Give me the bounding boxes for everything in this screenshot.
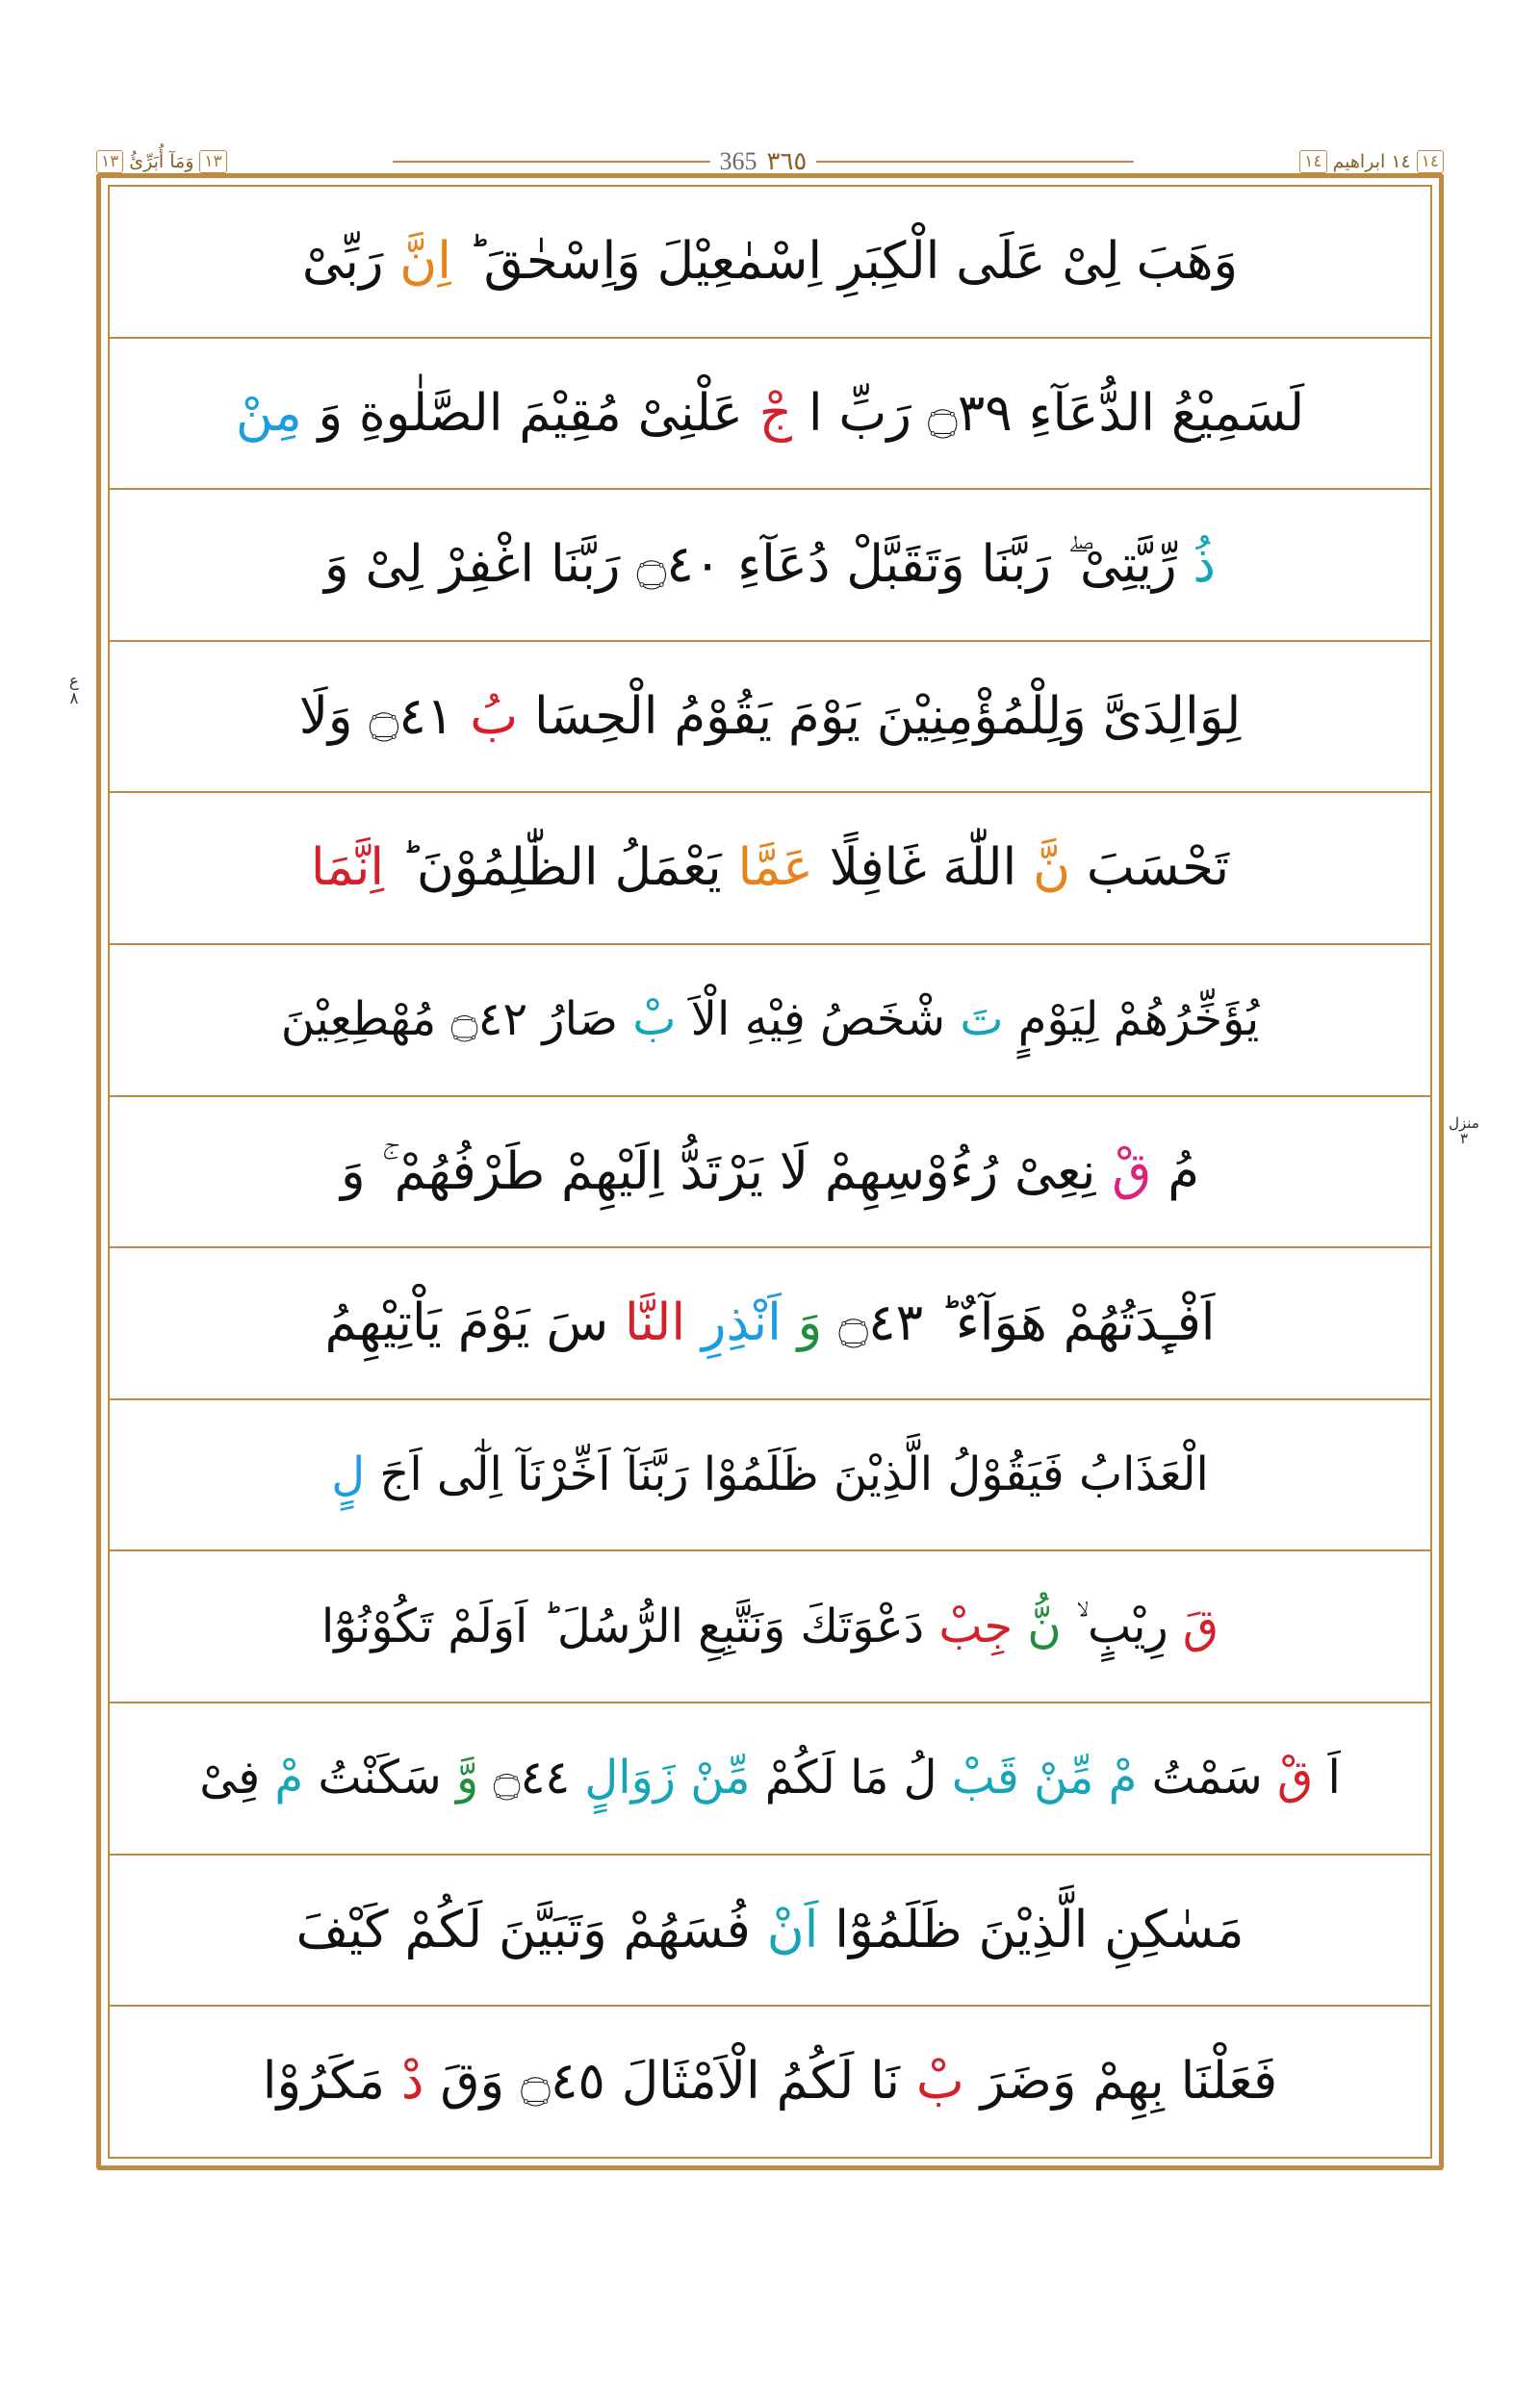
ayah-segment: وَ: [340, 1141, 366, 1201]
ayah-segment: لِوَالِدَىَّ وَلِلْمُؤْمِنِيْنَ يَوْمَ يَقُوْمُ الْحِسَا: [518, 686, 1242, 746]
ayah-segment: ۖ: [1050, 535, 1067, 595]
ayah-segment: دْ: [385, 2052, 424, 2112]
ayah-segment: اَ: [1313, 1751, 1341, 1805]
ayah-segment: ۝٤٣: [822, 1293, 924, 1353]
header-rule-left: [393, 161, 710, 163]
ayah-text: [311, 532, 1229, 598]
ayah-segment: ؕ: [527, 1599, 543, 1653]
ayah-segment: جْ: [742, 383, 792, 443]
ayah-segment: نَّ: [1016, 838, 1071, 898]
ayah-segment: قْ: [1095, 1141, 1152, 1201]
ayah-segment: يُؤَخِّرُهُمْ لِيَوْمٍ: [1003, 992, 1260, 1047]
ayah-segment: الْعَذَابُ فَيَقُوْلُ الَّذِيْنَ ظَلَمُوْا رَبَّنَآ اَخِّرْنَآ اِلٰٓى اَجَ: [365, 1447, 1209, 1501]
ayah-segment: اللّٰهَ غَافِلًا: [812, 838, 1017, 898]
header-surah-name: ١٤ ابراهيم: [1332, 151, 1411, 172]
ayah-line: [110, 1248, 1430, 1400]
ayah-segment: نَا لَكُمُ الْاَمْثَالَ: [604, 2052, 901, 2112]
ayah-line: [110, 490, 1430, 642]
ayah-text: [268, 990, 1272, 1049]
ayah-segment: وَلَا: [298, 686, 353, 746]
header-para-juz-2: ١٣: [96, 150, 123, 173]
ayah-segment: اَفْـِٕدَتُهُمْ هَوَآءٌ: [938, 1293, 1216, 1353]
ayah-segment: قَبْ: [937, 1751, 1019, 1805]
ayah-line: [110, 1400, 1430, 1552]
ayah-line: [110, 1703, 1430, 1856]
ayah-segment: مُ: [1151, 1141, 1200, 1201]
ayah-segment: دَعْوَتَكَ وَنَتَّبِعِ الرُّسُلَ: [542, 1599, 925, 1653]
ayah-segment: لُ مَا لَكُمْ: [750, 1751, 937, 1805]
ayah-segment: رَبِّىْ: [301, 231, 384, 291]
ayah-text: [297, 835, 1243, 901]
ayah-segment: بْ: [900, 2052, 964, 2112]
ayah-segment: رَبَّنَا اغْفِرْ لِىْ وَ: [324, 535, 621, 595]
ayah-text: [283, 1898, 1258, 1963]
ayah-segment: مِّنْ: [675, 1751, 751, 1805]
ayah-segment: رِيْبٍ: [1075, 1599, 1168, 1653]
ayah-segment: سَمْتُ: [1137, 1751, 1263, 1805]
ayah-segment: تَ: [945, 992, 1004, 1047]
ayah-segment: رَبَّنَا وَتَقَبَّلْ دُعَآءِ: [721, 535, 1051, 595]
ayah-segment: النَّا: [608, 1293, 686, 1353]
ayah-segment: نُّ: [1013, 1599, 1062, 1653]
ayah-segment: يَعْمَلُ الظّٰلِمُوْنَ: [399, 838, 722, 898]
ayah-segment: اِنَّمَا: [310, 838, 385, 898]
ayah-segment: ؕ: [923, 1293, 939, 1353]
ayah-line: [110, 187, 1430, 339]
ayah-line: [110, 1856, 1430, 2008]
ayah-segment: ۝٤١: [352, 686, 454, 746]
ayah-segment: لَسَمِيْعُ الدُّعَآءِ: [1012, 383, 1305, 443]
page-number-latin: 365: [719, 147, 757, 175]
ayah-segment: عَلْنِىْ مُقِيْمَ الصَّلٰوةِ وَ: [301, 383, 743, 443]
header-rule-right: [816, 161, 1134, 163]
ayah-segment: مْ: [1093, 1751, 1138, 1805]
ayah-line: [110, 642, 1430, 794]
header-para-block: [96, 150, 227, 173]
ayah-segment: قَ: [1168, 1599, 1219, 1653]
header-para-name: وَمَآ أُبَرِّئُ: [129, 151, 194, 172]
ayah-segment: وَهَبَ لِىْ عَلَى الْكِبَرِ اِسْمٰعِيْلَ وَاِسْحٰقَ: [467, 231, 1239, 291]
ayah-line: [110, 793, 1430, 945]
ayah-segment: ؕ: [384, 838, 400, 898]
ayah-segment: بُ: [453, 686, 519, 746]
header-surah-juz-2: ١٤: [1299, 150, 1326, 173]
ayah-segment: صَارُ: [527, 992, 618, 1047]
ayah-segment: فَعَلْنَا بِهِمْ وَضَرَ: [963, 2052, 1278, 2112]
ayah-segment: زَوَالٍ: [570, 1751, 676, 1805]
ayah-segment: سَ يَوْمَ يَاْتِيْهِمُ: [324, 1293, 609, 1353]
ayah-segment: ۝٤٥: [504, 2052, 605, 2112]
ayah-segment: نِعِىْ رُءُوْسِهِمْ لَا يَرْتَدُّ اِلَيْهِمْ طَرْفُهُمْ: [381, 1141, 1096, 1201]
ayah-lines: [110, 187, 1430, 2157]
ayah-segment: ۙ: [1061, 1599, 1076, 1653]
ayah-segment: جِبْ: [924, 1599, 1014, 1653]
ayah-segment: وَ: [781, 1293, 823, 1353]
ruku-marker: ع ٨: [68, 672, 80, 708]
manzil-marker: منزل ٣: [1449, 1114, 1479, 1147]
ayah-segment: ؕ: [450, 231, 468, 291]
ayah-line: [110, 2007, 1430, 2157]
ayah-segment: اِنَّ: [383, 231, 451, 291]
ayah-segment: فُسَهُمْ وَتَبَيَّنَ لَكُمْ كَيْفَ: [295, 1900, 751, 1959]
ayah-segment: مِنْ: [235, 383, 302, 443]
ayah-segment: مِّنْ: [1018, 1751, 1094, 1805]
ayah-segment: ۝٣٩: [911, 383, 1013, 443]
ayah-segment: بْ: [617, 992, 677, 1047]
ayah-text: [222, 381, 1318, 447]
header-surah-block: [1299, 150, 1444, 173]
ayah-segment: مَسٰكِنِ الَّذِيْنَ ظَلَمُوْٓا: [818, 1900, 1245, 1959]
ayah-segment: ۝٤٠: [620, 535, 722, 595]
header-para-juz: ١٣: [199, 150, 226, 173]
ayah-segment: مَكَرُوْا: [262, 2052, 386, 2112]
ayah-segment: وَقَ: [424, 2052, 505, 2112]
ayah-segment: ذُ: [1176, 535, 1217, 595]
ayah-line: [110, 945, 1430, 1097]
ayah-segment: تَحْسَبَ: [1070, 838, 1230, 898]
ayah-line: [110, 1097, 1430, 1249]
ayah-text: [186, 1749, 1354, 1807]
ayah-text: [327, 1139, 1213, 1205]
ayah-segment: اَنْ: [750, 1900, 819, 1959]
ayah-text: [249, 2049, 1291, 2114]
ayah-segment: فِىْ: [199, 1751, 261, 1805]
ayah-segment: لٍ: [331, 1447, 366, 1501]
header-center: [227, 147, 1300, 176]
ayah-text: [289, 229, 1251, 294]
ayah-segment: ۝٤٢: [436, 992, 528, 1047]
page-number-arabic: ٣٦٥: [766, 147, 808, 176]
ayah-segment: سَكَنْتُ: [303, 1751, 442, 1805]
ayah-segment: اَنْذِرِ: [685, 1293, 782, 1353]
ayah-segment: رِّيَّتِىْ: [1066, 535, 1177, 595]
ayah-segment: ۝٤٤: [478, 1751, 571, 1805]
ayah-segment: عَمَّا: [721, 838, 813, 898]
ayah-segment: وَّ: [441, 1751, 479, 1805]
ayah-segment: شْخَصُ فِيْهِ الْاَ: [676, 992, 946, 1047]
ayah-text: [312, 1291, 1229, 1356]
ayah-segment: مُهْطِعِيْنَ: [280, 992, 437, 1047]
ayah-segment: قْ: [1262, 1751, 1314, 1805]
ayah-segment: ۚ: [365, 1141, 382, 1201]
ayah-segment: رَبِّ ا: [792, 383, 911, 443]
ayah-line: [110, 1551, 1430, 1703]
ayah-line: [110, 339, 1430, 491]
ayah-text: [308, 1598, 1232, 1656]
ayah-text: [318, 1446, 1222, 1504]
ayah-text: [286, 684, 1255, 750]
header-surah-juz: ١٤: [1417, 150, 1444, 173]
ayah-segment: مْ: [260, 1751, 304, 1805]
ayah-segment: اَوَلَمْ تَكُوْنُوْٓا: [321, 1599, 528, 1653]
